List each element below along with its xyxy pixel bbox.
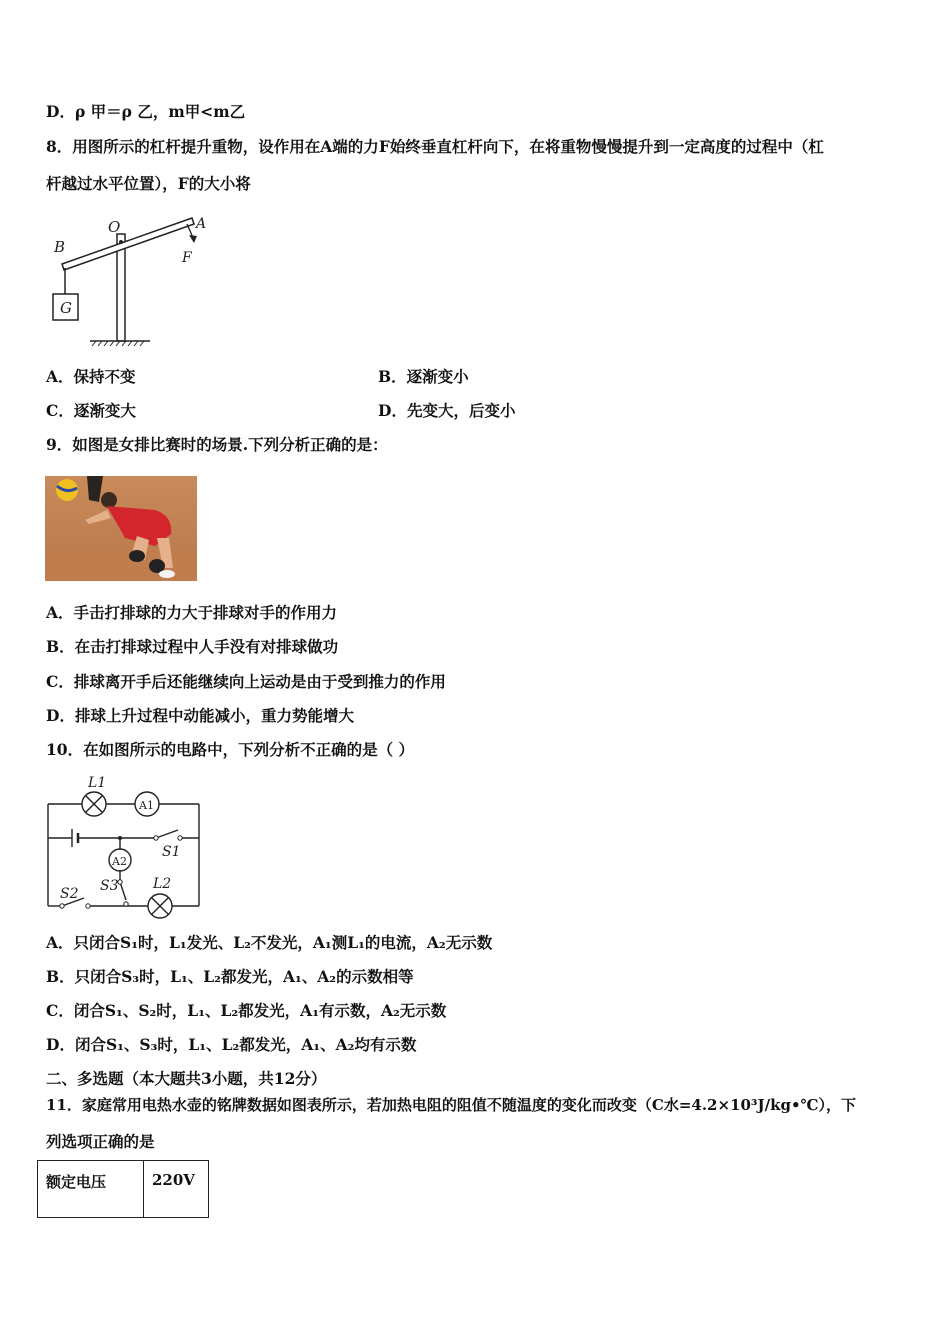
q10-option-c: C．闭合S₁、S₂时，L₁、L₂都发光，A₁有示数，A₂无示数 [46, 1001, 447, 1020]
volleyball-photo [45, 476, 197, 581]
q11-stem-line2: 列选项正确的是 [46, 1132, 155, 1151]
nameplate-table [37, 1160, 209, 1218]
label-g: G [60, 299, 72, 317]
q9-option-c: C．排球离开手后还能继续向上运动是由于受到推力的作用 [46, 672, 446, 691]
q9-option-a: A．手击打排球的力大于排球对手的作用力 [46, 603, 338, 622]
q7-option-d: D．ρ 甲＝ρ 乙，m甲<m乙 [46, 102, 246, 121]
court-floor [45, 550, 197, 581]
q9-option-d: D．排球上升过程中动能减小，重力势能增大 [46, 706, 354, 725]
lever-bar [62, 218, 194, 270]
q10-option-b: B．只闭合S₃时，L₁、L₂都发光，A₁、A₂的示数相等 [46, 967, 414, 986]
player-head [101, 492, 117, 508]
label-a2: A2 [112, 855, 127, 868]
label-b: B [54, 238, 66, 256]
pivot-o [119, 240, 123, 244]
force-arrowhead [189, 235, 197, 243]
label-l1: L1 [88, 775, 107, 791]
knee-pad-1 [129, 550, 145, 562]
s2-contact-1 [60, 904, 64, 908]
q9-stem: 9．如图是女排比赛时的场景.下列分析正确的是： [46, 435, 388, 454]
switch-s3-blade [120, 882, 126, 900]
table-row [38, 1161, 209, 1218]
lever-diagram [44, 210, 214, 350]
label-l2: L2 [153, 876, 172, 892]
switch-s1-blade [156, 830, 178, 838]
label-s3: S3 [100, 878, 119, 894]
q10-stem: 10．在如图所示的电路中，下列分析不正确的是（ ） [46, 740, 414, 759]
label-a: A [196, 216, 207, 232]
s2-contact-2 [86, 904, 90, 908]
q8-option-a: A．保持不变 [46, 367, 136, 386]
q8-option-d: D．先变大，后变小 [378, 401, 516, 420]
s1-contact-1 [154, 836, 158, 840]
section-2-title: 二、多选题（本大题共3小题，共12分） [46, 1069, 327, 1088]
circuit-diagram [40, 772, 210, 920]
label-s1: S1 [162, 844, 181, 860]
q10-option-a: A．只闭合S₁时，L₁发光、L₂不发光，A₁测L₁的电流，A₂无示数 [46, 933, 493, 952]
label-o: O [108, 218, 121, 236]
shoe [159, 570, 175, 578]
s1-contact-2 [178, 836, 182, 840]
label-s2: S2 [60, 886, 79, 902]
table-cell-value: 220V [144, 1161, 209, 1218]
q8-stem-line2: 杆越过水平位置），F的大小将 [46, 174, 251, 193]
label-a1: A1 [139, 799, 154, 812]
label-f: F [182, 250, 192, 266]
q9-option-b: B．在击打排球过程中人手没有对排球做功 [46, 637, 339, 656]
junction-node [118, 836, 122, 840]
q8-option-b: B．逐渐变小 [378, 367, 469, 386]
q8-option-c: C．逐渐变大 [46, 401, 136, 420]
q10-option-d: D．闭合S₁、S₃时，L₁、L₂都发光，A₁、A₂均有示数 [46, 1035, 417, 1054]
s3-contact-2 [124, 902, 128, 906]
q8-stem-line1: 8．用图所示的杠杆提升重物，设作用在A端的力F始终垂直杠杆向下，在将重物慢慢提升到一定高度的过程中（杠 [46, 137, 824, 156]
q11-stem-line1: 11．家庭常用电热水壶的铭牌数据如图表所示，若加热电阻的阻值不随温度的变化而改变（C水=4.2×10³J/kg•℃），下 [46, 1096, 857, 1114]
table-cell-label: 额定电压 [38, 1161, 144, 1218]
